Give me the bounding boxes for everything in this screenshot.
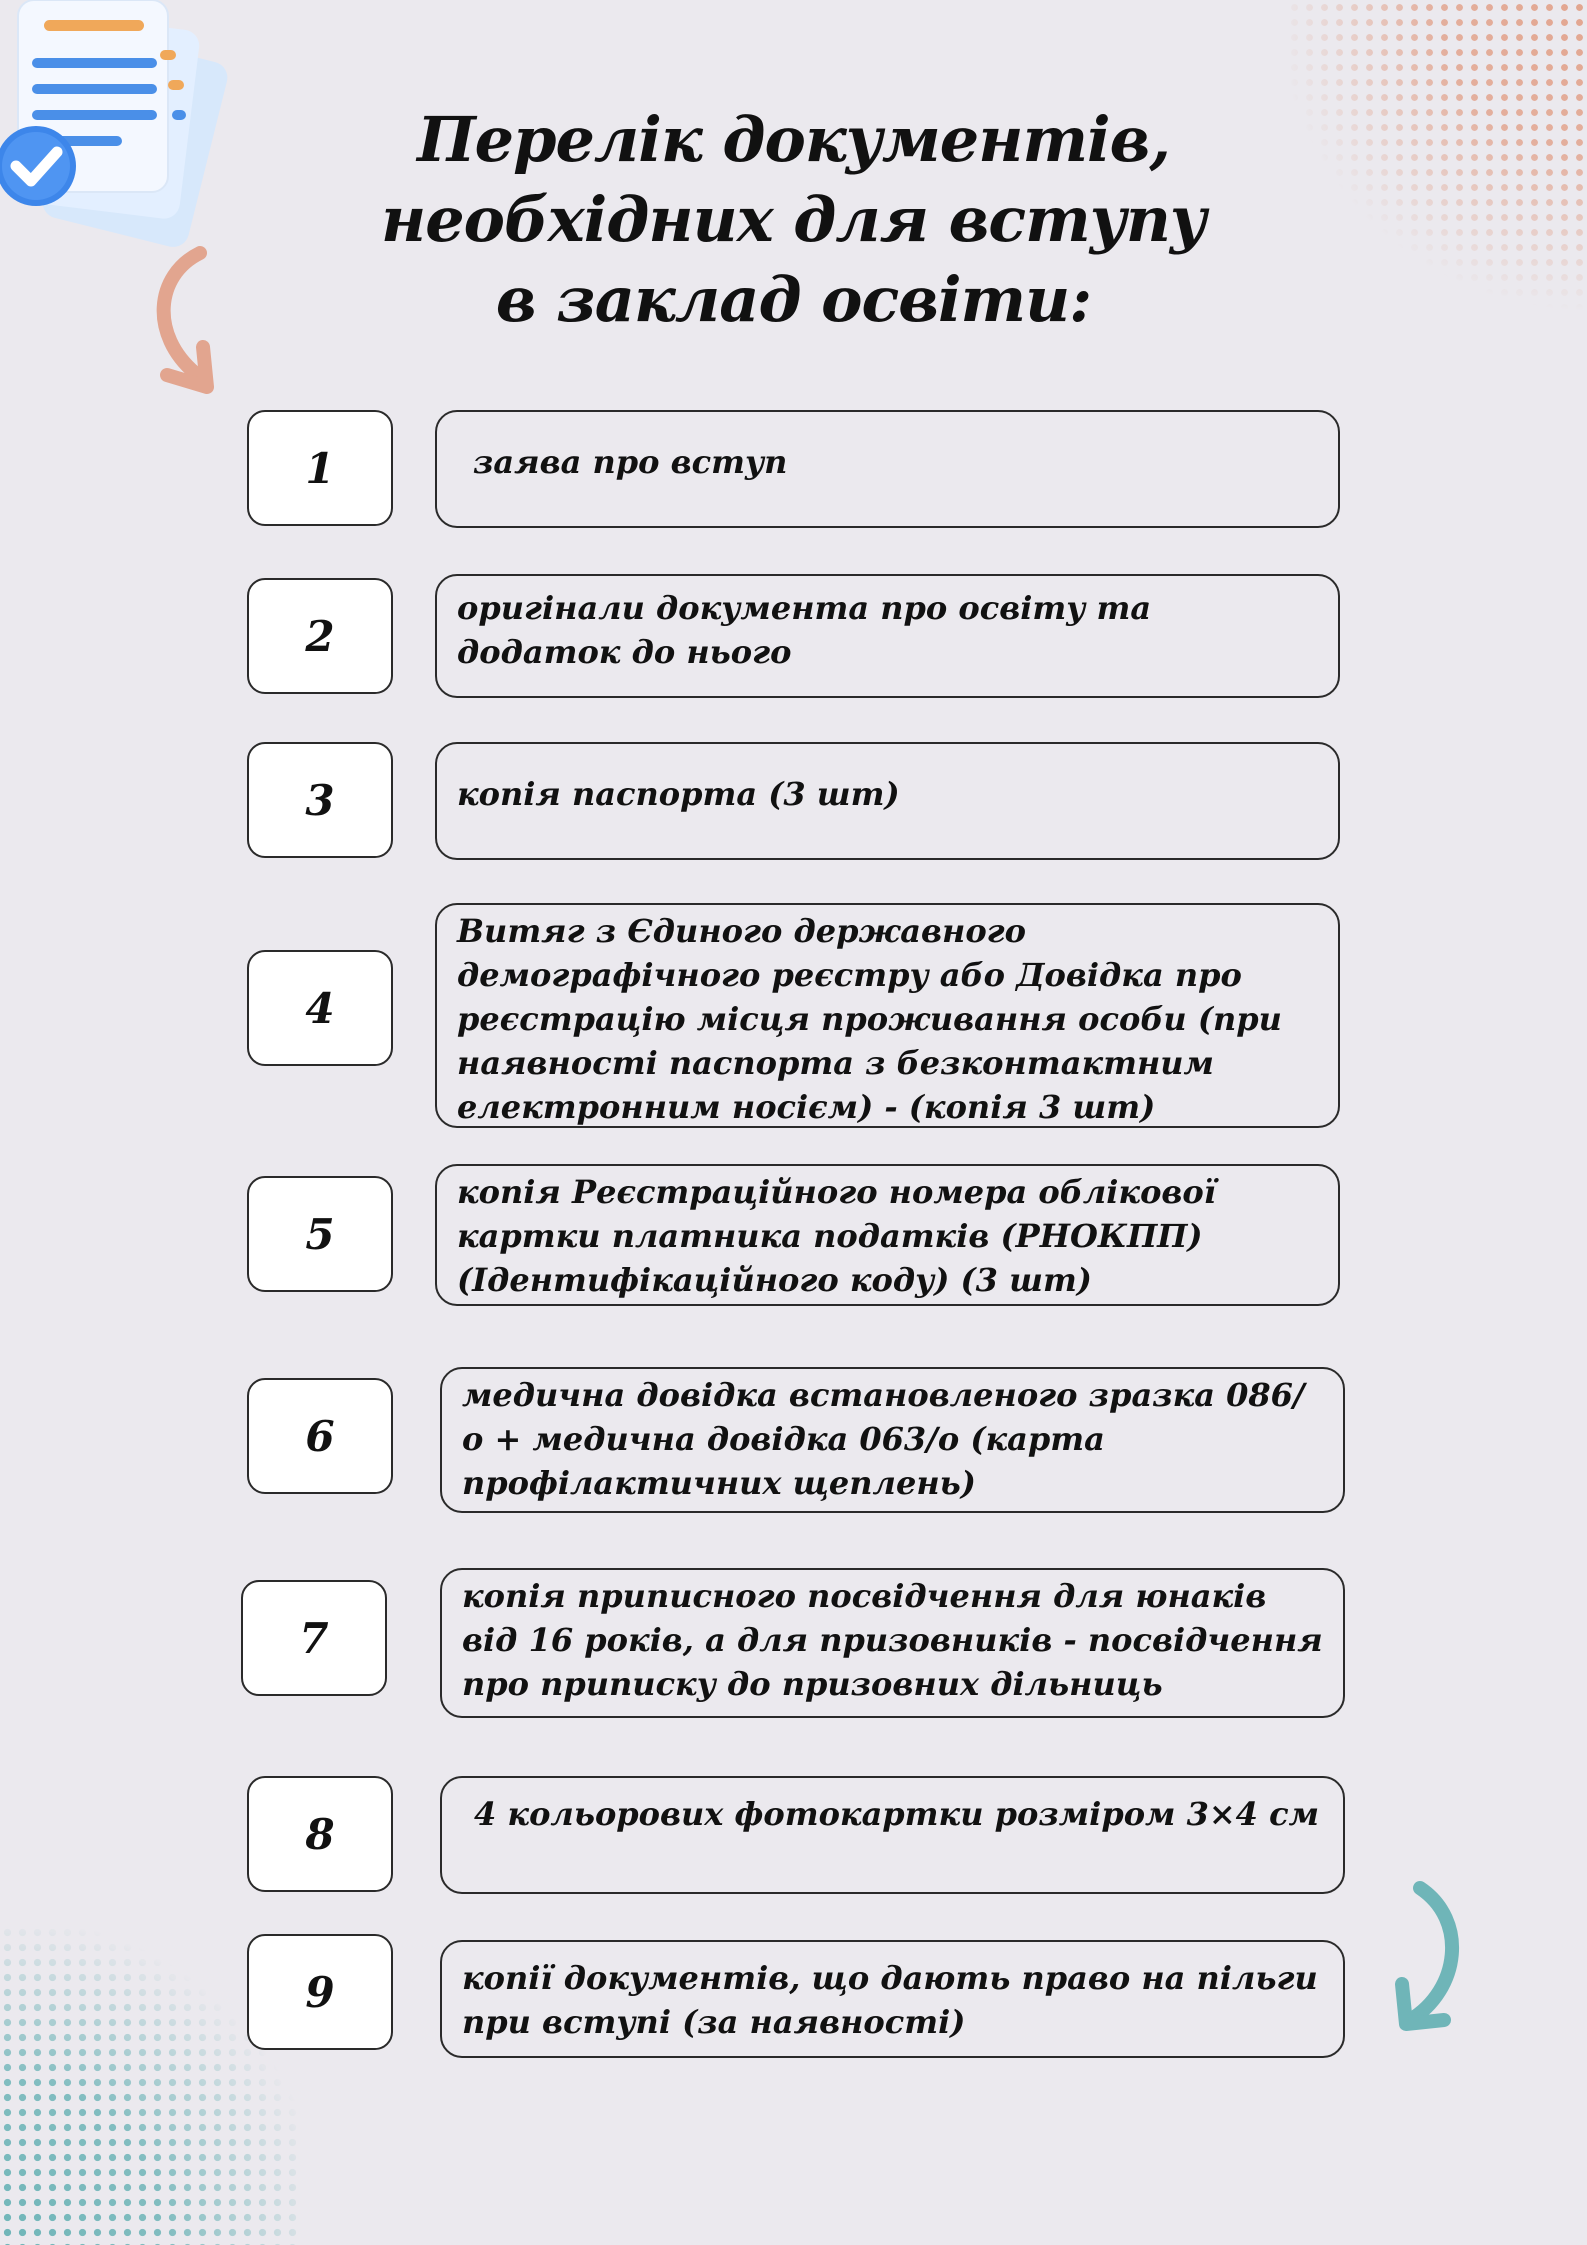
item-text: копії документів, що дають право на пільги при вступі (за наявності) [462, 1959, 1318, 2041]
curved-arrow-down-icon [145, 245, 225, 395]
item-number-6: 6 [247, 1378, 393, 1494]
halftone-decoration-top-right [1287, 0, 1587, 310]
item-number-5: 5 [247, 1176, 393, 1292]
item-text-3 [435, 742, 1340, 860]
item-text: копія Реєстраційного номера облікової картки платника податків (РНОКПП) (Ідентифікаційного коду) (3 шт) [457, 1173, 1216, 1299]
item-number-3: 3 [247, 742, 393, 858]
item-text-1 [435, 410, 1340, 528]
item-number-4: 4 [247, 950, 393, 1066]
item-number-2: 2 [247, 578, 393, 694]
item-text: оригінали документа про освіту та додаток до нього [457, 589, 1152, 671]
item-number-1: 1 [247, 410, 393, 526]
item-text: 4 кольорових фотокартки розміром 3×4 см [474, 1795, 1319, 1833]
item-text: медична довідка встановленого зразка 086/о + медична довідка 063/о (карта профілактичних щеплень) [462, 1376, 1305, 1502]
title-line: необхідних для вступу [381, 183, 1206, 256]
item-text-8 [440, 1776, 1345, 1894]
item-number-7: 7 [241, 1580, 387, 1696]
item-number-8: 8 [247, 1776, 393, 1892]
title-line: Перелік документів, [417, 103, 1170, 176]
page-title [300, 100, 1287, 340]
item-number-9: 9 [247, 1934, 393, 2050]
item-text: копія паспорта (3 шт) [457, 775, 900, 813]
item-text-2 [435, 574, 1340, 698]
item-text-4 [435, 903, 1340, 1128]
title-line: в заклад освіти: [495, 263, 1092, 336]
item-text-9 [440, 1940, 1345, 2058]
item-text: заява про вступ [473, 443, 788, 481]
item-text-6 [440, 1367, 1345, 1513]
curved-arrow-down-left-icon [1390, 1880, 1470, 2040]
item-text: Витяг з Єдиного державного демографічного реєстру або Довідка про реєстрацію місця проживання особи (при наявності паспорта з безконтактним електронним носієм) - (копія 3 шт) [457, 912, 1282, 1126]
item-text: копія приписного посвідчення для юнаків від 16 років, а для призовників - посвідчення про приписку до призовних дільниць [462, 1577, 1323, 1703]
document-check-icon [0, 0, 240, 270]
item-text-5 [435, 1164, 1340, 1306]
item-text-7 [440, 1568, 1345, 1718]
